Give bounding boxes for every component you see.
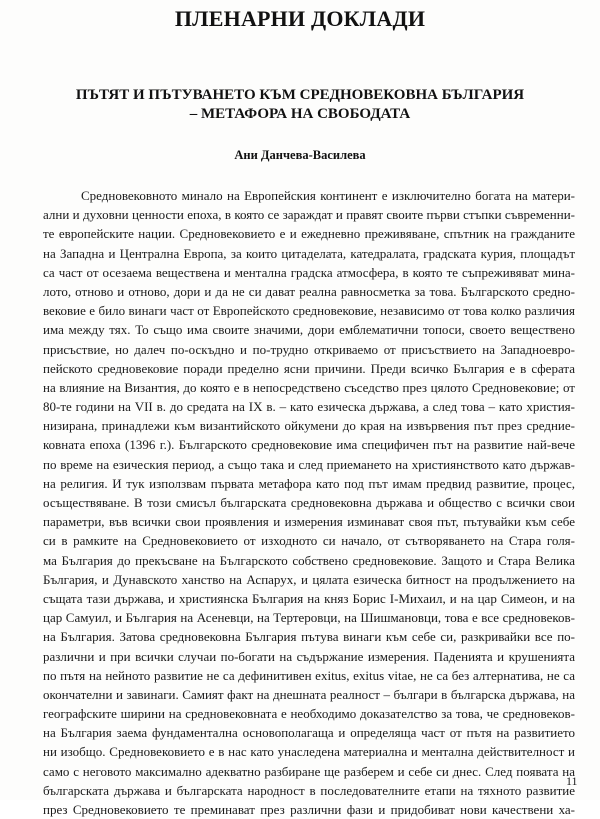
body-line: 80-те години на VII в. до средата на IX в. – като езическа държава, а след това – като христия-: [43, 399, 575, 415]
body-line: са част от осезаема веществена и ментална градска атмосфера, в която те съпреживяват мина-: [43, 264, 575, 280]
author-name: Ани Данчева-Василева: [234, 148, 366, 162]
body-line: по време на езическия период, а също така и след приемането на християнството като държав-: [43, 456, 575, 472]
body-line: ни изобщо. Средновековието е в нас като унаследена материална и ментална действителност и: [43, 744, 575, 760]
article-body: [43, 186, 575, 819]
body-line: те европейските нации. Средновековието е и ежедневно преживяване, спътник на гражданите: [43, 226, 575, 242]
article-title-line-2: – МЕТАФОРА НА СВОБОДАТА: [189, 106, 411, 122]
body-line: вековие е било винаги част от Европейското средновековие, независимо от това колко различия: [43, 303, 575, 319]
body-line: само с неговото максимално адекватно разбиране ще разберем и себе си днес. След появата на: [43, 763, 575, 779]
body-line: България, и Дунавското ханство на Аспарух, и цялата езическа битност на продължението на: [43, 571, 575, 587]
body-line: различни и при всички случаи по-богати на съдържание измерения. Паденията и крушенията: [43, 648, 575, 664]
body-line: през Средновековието те преминават през различни фази и придобиват нови качествени ха-: [43, 802, 575, 817]
body-line: пейското средновековие поради пределно ясни причини. Преди всичко България е в сферата: [43, 360, 575, 376]
body-line: окончателни и завинаги. Самият факт на днешната реалност – българи в българска държава, на: [43, 686, 575, 702]
body-line: параметри, във всички свои проявления и измерения изминават своя път, пътувайки към себе: [43, 514, 575, 530]
body-line: осъществяване. В този смисъл българската средновековна държава и общество с всички свои: [43, 495, 575, 510]
body-line: си в рамките на Средновековието от изходното си начало, от сътворяването на Стара голя-: [43, 533, 575, 549]
body-line: низирана, принадлежи към византийското ойкумени до края на извървения път през средние-: [43, 418, 575, 434]
body-line: ковната епоха (1396 г.). Българското средновековие има специфичен път на развитие най-вече: [43, 437, 575, 453]
body-line: лото, отново и отново, дори и да не си дават реална равносметка за това. Българското средно-: [43, 283, 575, 299]
body-line: същата тази държава, и християнска България на княз Борис I-Михаил, и на цар Симеон, и на: [43, 590, 575, 606]
body-line: присъствие, но далеч по-оскъдно и по-трудно откриваемо от присъствието на Западноевро-: [43, 341, 575, 357]
body-line: на религия. И тук използвам първата метафора като под път имам предвид развитие, процес,: [43, 475, 575, 491]
article-title-line-1: ПЪТЯТ И ПЪТУВАНЕТО КЪМ СРЕДНОВЕКОВНА БЪЛГАРИЯ: [75, 87, 525, 103]
body-line: Средновековното минало на Европейския континент е изключително богата на матери-: [81, 188, 575, 203]
page-number: 11: [566, 774, 578, 788]
body-line: българската държава и българската народност в последователните етапи на тяхното развитие: [43, 782, 575, 798]
article-title: [40, 86, 560, 124]
body-line: на България заема фундаментална основополагаща и определяща част от пътя на развитието: [43, 725, 575, 741]
body-line: ални и духовни ценности епоха, в която се зараждат и правят своите първи стъпки съвременни-: [43, 207, 575, 223]
body-line: на България. Затова средновековна България пътува винаги към себе си, разкривайки все по-: [43, 629, 575, 645]
body-line: има между тях. То също има своите значими, дори емблематични топоси, своето веществено: [43, 322, 575, 338]
body-line: цар Самуил, и България на Асеневци, на Тертеровци, на Шишмановци, това е все средновеков-: [43, 610, 575, 626]
body-line: географските ширини на средновековната е необходимо доказателство за това, че средновеков-: [43, 706, 575, 722]
body-line: по пътя на нейното развитие не са дефинитивен exitus, exitus vitae, не са без алтернатива, не са: [43, 667, 575, 683]
body-line: на Западна и Централна Европа, за които цитаделата, катедралата, градската курия, площадът: [43, 245, 575, 261]
section-title: ПЛЕНАРНИ ДОКЛАДИ: [174, 6, 426, 31]
body-line: на влияние на Византия, до която е в непосредствено съседство през цялото Средновековие; от: [43, 379, 575, 395]
body-line: ма България до прекъсване на Българското собствено средновековие. Защото и Стара Велика: [43, 552, 575, 568]
